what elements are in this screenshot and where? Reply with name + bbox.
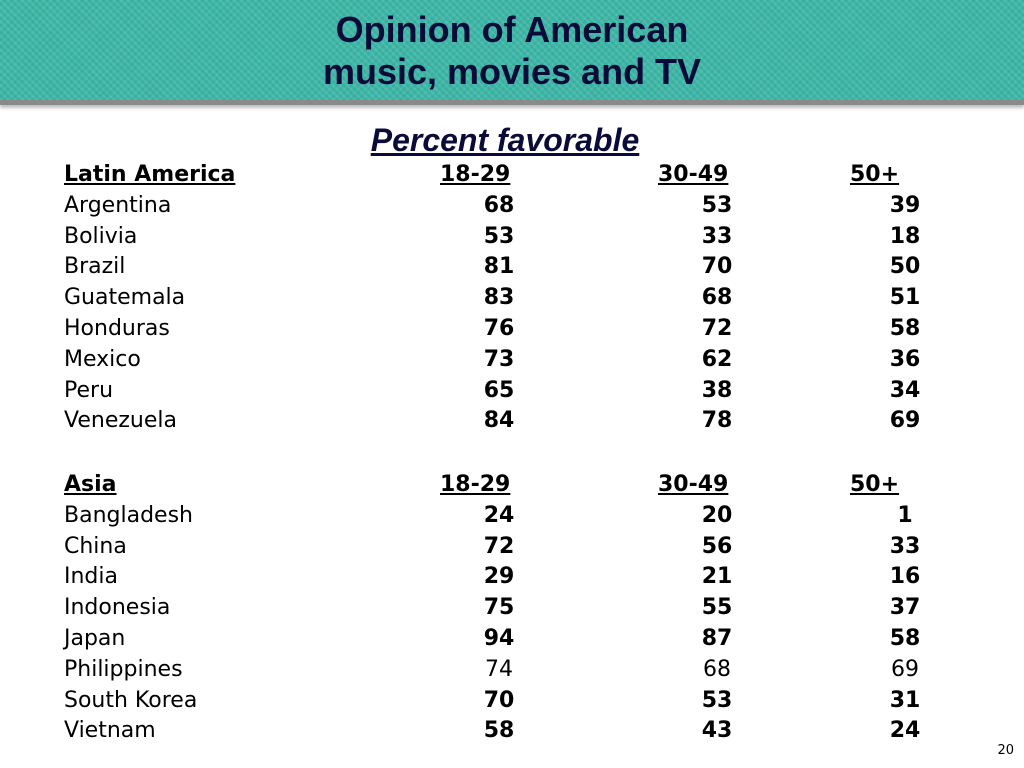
country-name: Venezuela — [64, 408, 177, 434]
value-30-49: 72 — [701, 315, 733, 341]
value-30-49: 33 — [701, 223, 733, 249]
country-name: Honduras — [64, 315, 170, 341]
value-30-49: 56 — [701, 533, 733, 559]
value-30-49: 21 — [701, 564, 733, 590]
column-header-50-plus: 50+ — [850, 472, 900, 497]
page-number: 20 — [997, 743, 1014, 758]
table-row — [0, 376, 1024, 407]
value-18-29: 72 — [483, 533, 515, 559]
value-18-29: 70 — [483, 687, 515, 713]
value-30-49: 53 — [701, 687, 733, 713]
value-50-plus: 50 — [889, 254, 921, 280]
section-header-row — [0, 470, 1024, 501]
column-header-18-29: 18-29 — [440, 162, 511, 187]
slide-title-line-2: music, movies and TV — [322, 51, 702, 92]
country-name: Peru — [64, 377, 114, 403]
value-30-49: 87 — [701, 625, 733, 651]
value-50-plus: 51 — [889, 285, 921, 311]
country-name: Brazil — [64, 254, 126, 280]
table-subtitle: Percent favorable — [370, 122, 640, 158]
table-row — [0, 314, 1024, 345]
table-row — [0, 252, 1024, 283]
country-name: Bangladesh — [64, 502, 193, 528]
value-18-29: 58 — [483, 718, 515, 744]
table-row — [0, 501, 1024, 532]
section-header-row — [0, 160, 1024, 191]
value-50-plus: 16 — [889, 564, 921, 590]
value-30-49: 70 — [701, 254, 733, 280]
value-18-29: 76 — [483, 315, 515, 341]
column-header-30-49: 30-49 — [658, 472, 729, 497]
table-row — [0, 222, 1024, 253]
country-name: Guatemala — [64, 285, 186, 311]
table-row — [0, 191, 1024, 222]
value-30-49: 78 — [701, 408, 733, 434]
value-50-plus: 33 — [889, 533, 921, 559]
value-18-29: 83 — [483, 285, 515, 311]
table-row — [0, 655, 1024, 686]
value-18-29: 75 — [483, 595, 515, 621]
value-18-29: 81 — [483, 254, 515, 280]
value-50-plus: 1 — [897, 502, 913, 528]
country-name: Japan — [64, 625, 126, 651]
country-name: Mexico — [64, 346, 141, 372]
table-row — [0, 532, 1024, 563]
country-name: Philippines — [64, 656, 183, 682]
value-50-plus: 31 — [889, 687, 921, 713]
value-18-29: 74 — [485, 656, 513, 682]
value-50-plus: 69 — [891, 656, 919, 682]
value-30-49: 62 — [701, 346, 733, 372]
table-row — [0, 686, 1024, 717]
value-50-plus: 39 — [889, 192, 921, 218]
value-18-29: 94 — [483, 625, 515, 651]
country-name: India — [64, 564, 118, 590]
value-30-49: 55 — [701, 595, 733, 621]
table-row — [0, 283, 1024, 314]
table-row — [0, 716, 1024, 747]
table-row — [0, 562, 1024, 593]
title-banner — [0, 0, 1024, 105]
country-name: South Korea — [64, 687, 198, 713]
value-18-29: 53 — [483, 223, 515, 249]
value-30-49: 38 — [701, 377, 733, 403]
region-heading: Latin America — [64, 162, 236, 187]
column-header-30-49: 30-49 — [658, 162, 729, 187]
value-50-plus: 34 — [889, 377, 921, 403]
value-30-49: 68 — [703, 656, 731, 682]
value-30-49: 43 — [701, 718, 733, 744]
value-50-plus: 69 — [889, 408, 921, 434]
value-50-plus: 36 — [889, 346, 921, 372]
value-18-29: 29 — [483, 564, 515, 590]
country-name: Argentina — [64, 192, 172, 218]
table-row — [0, 406, 1024, 437]
region-heading: Asia — [64, 472, 117, 497]
column-header-50-plus: 50+ — [850, 162, 900, 187]
value-18-29: 24 — [483, 502, 515, 528]
value-30-49: 53 — [701, 192, 733, 218]
value-50-plus: 24 — [889, 718, 921, 744]
value-50-plus: 18 — [889, 223, 921, 249]
value-50-plus: 37 — [889, 595, 921, 621]
value-18-29: 84 — [483, 408, 515, 434]
country-name: China — [64, 533, 127, 559]
value-18-29: 68 — [483, 192, 515, 218]
country-name: Bolivia — [64, 223, 138, 249]
table-row — [0, 624, 1024, 655]
value-30-49: 20 — [701, 502, 733, 528]
value-18-29: 73 — [483, 346, 515, 372]
table-row — [0, 593, 1024, 624]
value-50-plus: 58 — [889, 315, 921, 341]
value-18-29: 65 — [483, 377, 515, 403]
value-50-plus: 58 — [889, 625, 921, 651]
section-latin-america — [0, 160, 1024, 437]
section-asia — [0, 470, 1024, 747]
country-name: Indonesia — [64, 595, 171, 621]
value-30-49: 68 — [701, 285, 733, 311]
slide-title-line-1: Opinion of American — [335, 9, 689, 50]
table-row — [0, 345, 1024, 376]
country-name: Vietnam — [64, 718, 156, 744]
column-header-18-29: 18-29 — [440, 472, 511, 497]
